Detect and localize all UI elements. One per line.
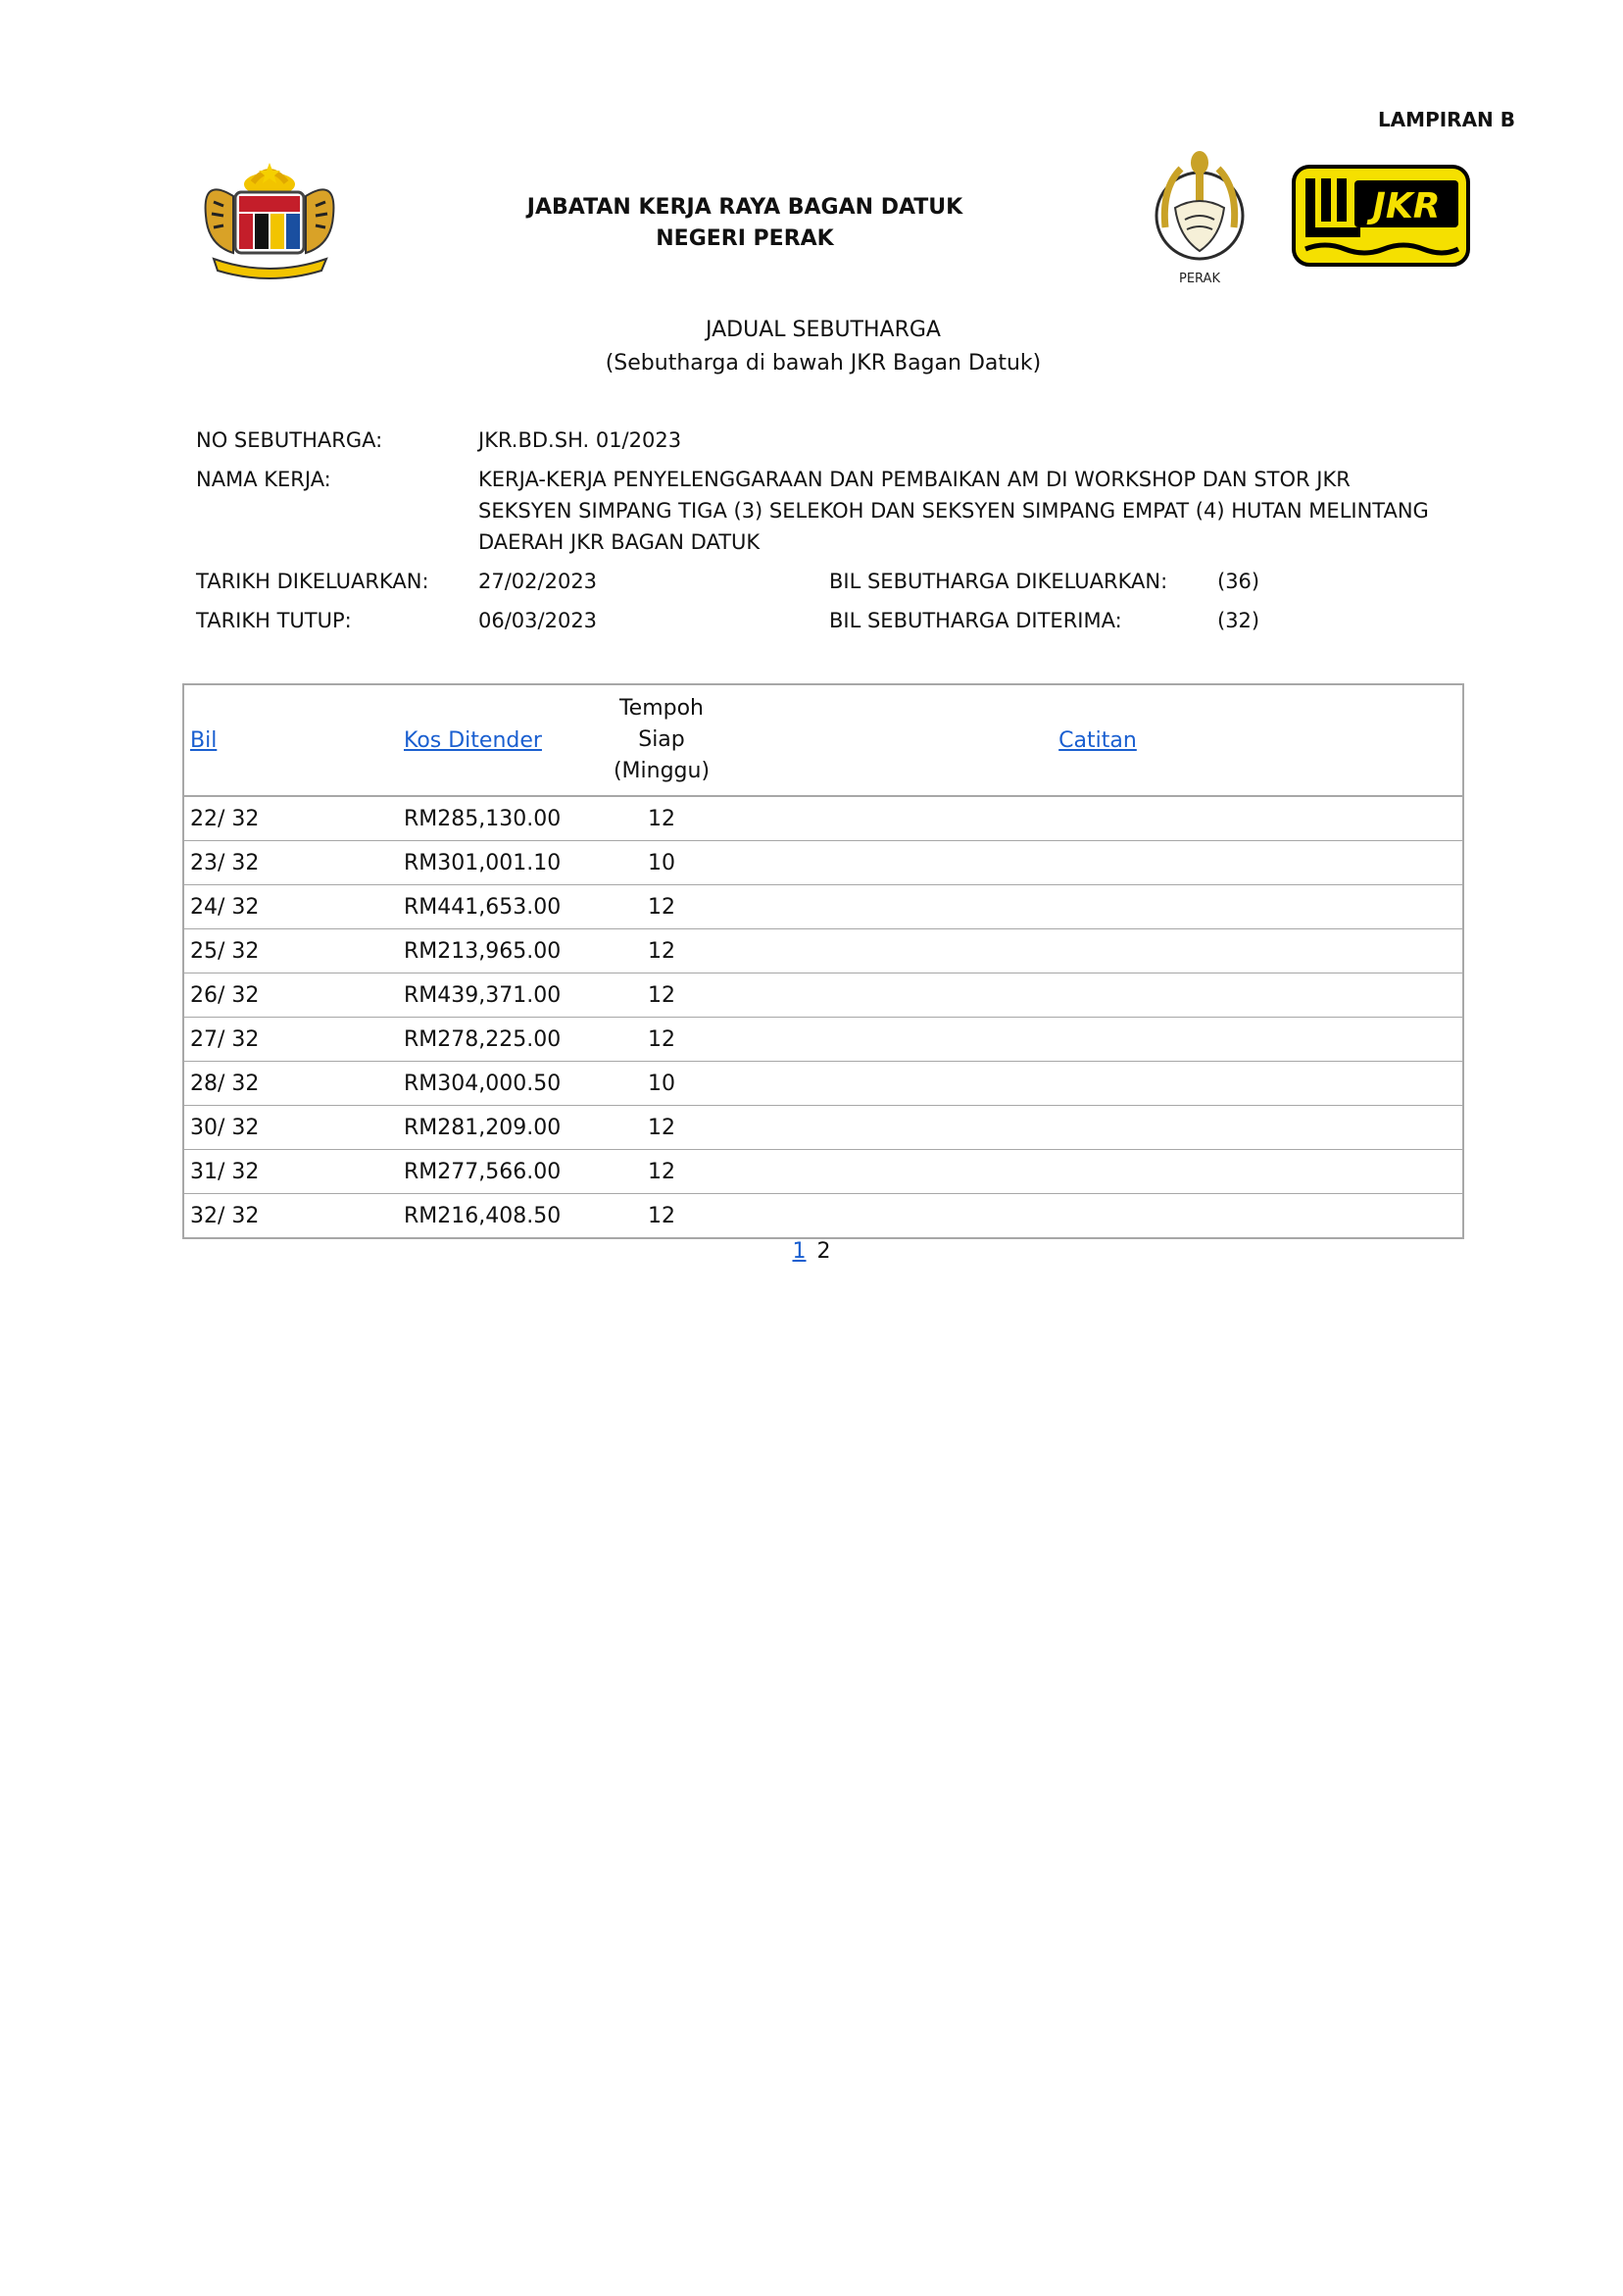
- column-header-kos: [404, 684, 590, 796]
- table-row: [183, 929, 1463, 973]
- no-sebutharga-label: NO SEBUTHARGA:: [196, 428, 383, 452]
- column-header-bil: [183, 684, 404, 796]
- cell-tempoh: 12: [590, 1150, 733, 1194]
- cell-kos-ditender: RM213,965.00: [404, 929, 590, 973]
- nama-kerja-label: NAMA KERJA:: [196, 468, 331, 491]
- sort-catitan-link[interactable]: Catitan: [1058, 727, 1137, 753]
- bil-dikeluarkan-label: BIL SEBUTHARGA DIKELUARKAN:: [829, 570, 1168, 593]
- tarikh-dikeluarkan-label: TARIKH DIKELUARKAN:: [196, 570, 429, 593]
- cell-tempoh: 12: [590, 1018, 733, 1062]
- cell-catitan: [733, 1106, 1463, 1150]
- no-sebutharga-value: JKR.BD.SH. 01/2023: [478, 428, 682, 452]
- table-row: [183, 1062, 1463, 1106]
- cell-bil: 31/ 32: [183, 1150, 404, 1194]
- column-header-tempoh: [590, 684, 733, 796]
- cell-bil: 30/ 32: [183, 1106, 404, 1150]
- page-1-link[interactable]: 1: [792, 1239, 807, 1264]
- document-title: JADUAL SEBUTHARGA: [706, 318, 941, 342]
- cell-tempoh: 10: [590, 841, 733, 885]
- pagination: [0, 1239, 1623, 1264]
- cell-bil: 27/ 32: [183, 1018, 404, 1062]
- cell-catitan: [733, 885, 1463, 929]
- cell-bil: 26/ 32: [183, 973, 404, 1018]
- department-name: JABATAN KERJA RAYA BAGAN DATUK: [526, 195, 963, 220]
- cell-tempoh: 10: [590, 1062, 733, 1106]
- cell-catitan: [733, 1194, 1463, 1239]
- cell-bil: 24/ 32: [183, 885, 404, 929]
- cell-catitan: [733, 796, 1463, 841]
- cell-tempoh: 12: [590, 885, 733, 929]
- cell-tempoh: 12: [590, 973, 733, 1018]
- sebutharga-results-table: [182, 683, 1464, 1239]
- tarikh-dikeluarkan-value: 27/02/2023: [478, 570, 598, 593]
- cell-kos-ditender: RM285,130.00: [404, 806, 562, 831]
- bil-diterima-label: BIL SEBUTHARGA DITERIMA:: [829, 609, 1122, 632]
- appendix-label: LAMPIRAN B: [1377, 108, 1515, 131]
- table-row: [183, 1106, 1463, 1150]
- cell-tempoh: 12: [590, 929, 733, 973]
- cell-tempoh: 12: [590, 1106, 733, 1150]
- perak-label: PERAK: [1179, 272, 1220, 286]
- cell-bil: 32/ 32: [183, 1194, 404, 1239]
- page-2-current: 2: [816, 1239, 831, 1264]
- state-name: NEGERI PERAK: [656, 226, 834, 251]
- nama-kerja-line-3: DAERAH JKR BAGAN DATUK: [478, 530, 761, 554]
- tarikh-tutup-label: TARIKH TUTUP:: [196, 609, 352, 632]
- table-row: [183, 841, 1463, 885]
- cell-bil: 23/ 32: [183, 841, 404, 885]
- cell-kos-ditender: RM277,566.00: [404, 1150, 590, 1194]
- cell-catitan: [733, 1018, 1463, 1062]
- cell-kos-ditender: RM439,371.00: [404, 973, 590, 1018]
- cell-kos-ditender: RM281,209.00: [404, 1106, 590, 1150]
- bil-diterima-value: (32): [1217, 609, 1260, 632]
- sort-bil-link[interactable]: Bil: [190, 727, 218, 753]
- cell-kos-ditender: RM278,225.00: [404, 1018, 590, 1062]
- table-row: [183, 885, 1463, 929]
- jkr-logo-icon: [1292, 165, 1470, 267]
- tempoh-header-line-1: Tempoh: [618, 696, 705, 721]
- cell-bil: 25/ 32: [183, 929, 404, 973]
- cell-catitan: [733, 973, 1463, 1018]
- tarikh-tutup-value: 06/03/2023: [478, 609, 598, 632]
- cell-bil: 28/ 32: [183, 1062, 404, 1106]
- jkr-logo-text: JKR: [1372, 186, 1441, 226]
- cell-kos-ditender: RM216,408.50: [404, 1194, 590, 1239]
- tempoh-header-line-3: (Minggu): [613, 759, 711, 783]
- cell-kos-ditender: RM304,000.50: [404, 1062, 590, 1106]
- cell-catitan: [733, 929, 1463, 973]
- cell-catitan: [733, 1062, 1463, 1106]
- table-header-row: [183, 684, 1463, 796]
- document-title-block: [470, 314, 1176, 380]
- cell-tempoh: 12: [648, 806, 675, 831]
- table-row: [183, 1018, 1463, 1062]
- document-subtitle: (Sebutharga di bawah JKR Bagan Datuk): [605, 351, 1042, 375]
- table-row: [183, 1150, 1463, 1194]
- table-row: [183, 796, 1463, 841]
- nama-kerja-line-1: KERJA-KERJA PENYELENGGARAAN DAN PEMBAIKAN AM DI WORKSHOP DAN STOR JKR: [478, 468, 1351, 491]
- perak-crest-icon: [1152, 149, 1248, 288]
- cell-catitan: [733, 841, 1463, 885]
- cell-kos-ditender: RM301,001.10: [404, 841, 590, 885]
- cell-bil: 22/ 32: [190, 806, 260, 831]
- malaysia-coat-of-arms-icon: [184, 157, 356, 282]
- cell-kos-ditender: RM441,653.00: [404, 885, 590, 929]
- bil-dikeluarkan-value: (36): [1217, 570, 1260, 593]
- cell-tempoh: 12: [590, 1194, 733, 1239]
- nama-kerja-line-2: SEKSYEN SIMPANG TIGA (3) SELEKOH DAN SEKSYEN SIMPANG EMPAT (4) HUTAN MELINTANG: [478, 499, 1429, 523]
- table-row: [183, 1194, 1463, 1239]
- tempoh-header-line-2: Siap: [638, 727, 685, 752]
- sort-kos-ditender-link[interactable]: Kos Ditender: [404, 727, 542, 753]
- cell-catitan: [733, 1150, 1463, 1194]
- department-header: [470, 192, 1019, 255]
- column-header-catitan: [733, 684, 1463, 796]
- table-row: [183, 973, 1463, 1018]
